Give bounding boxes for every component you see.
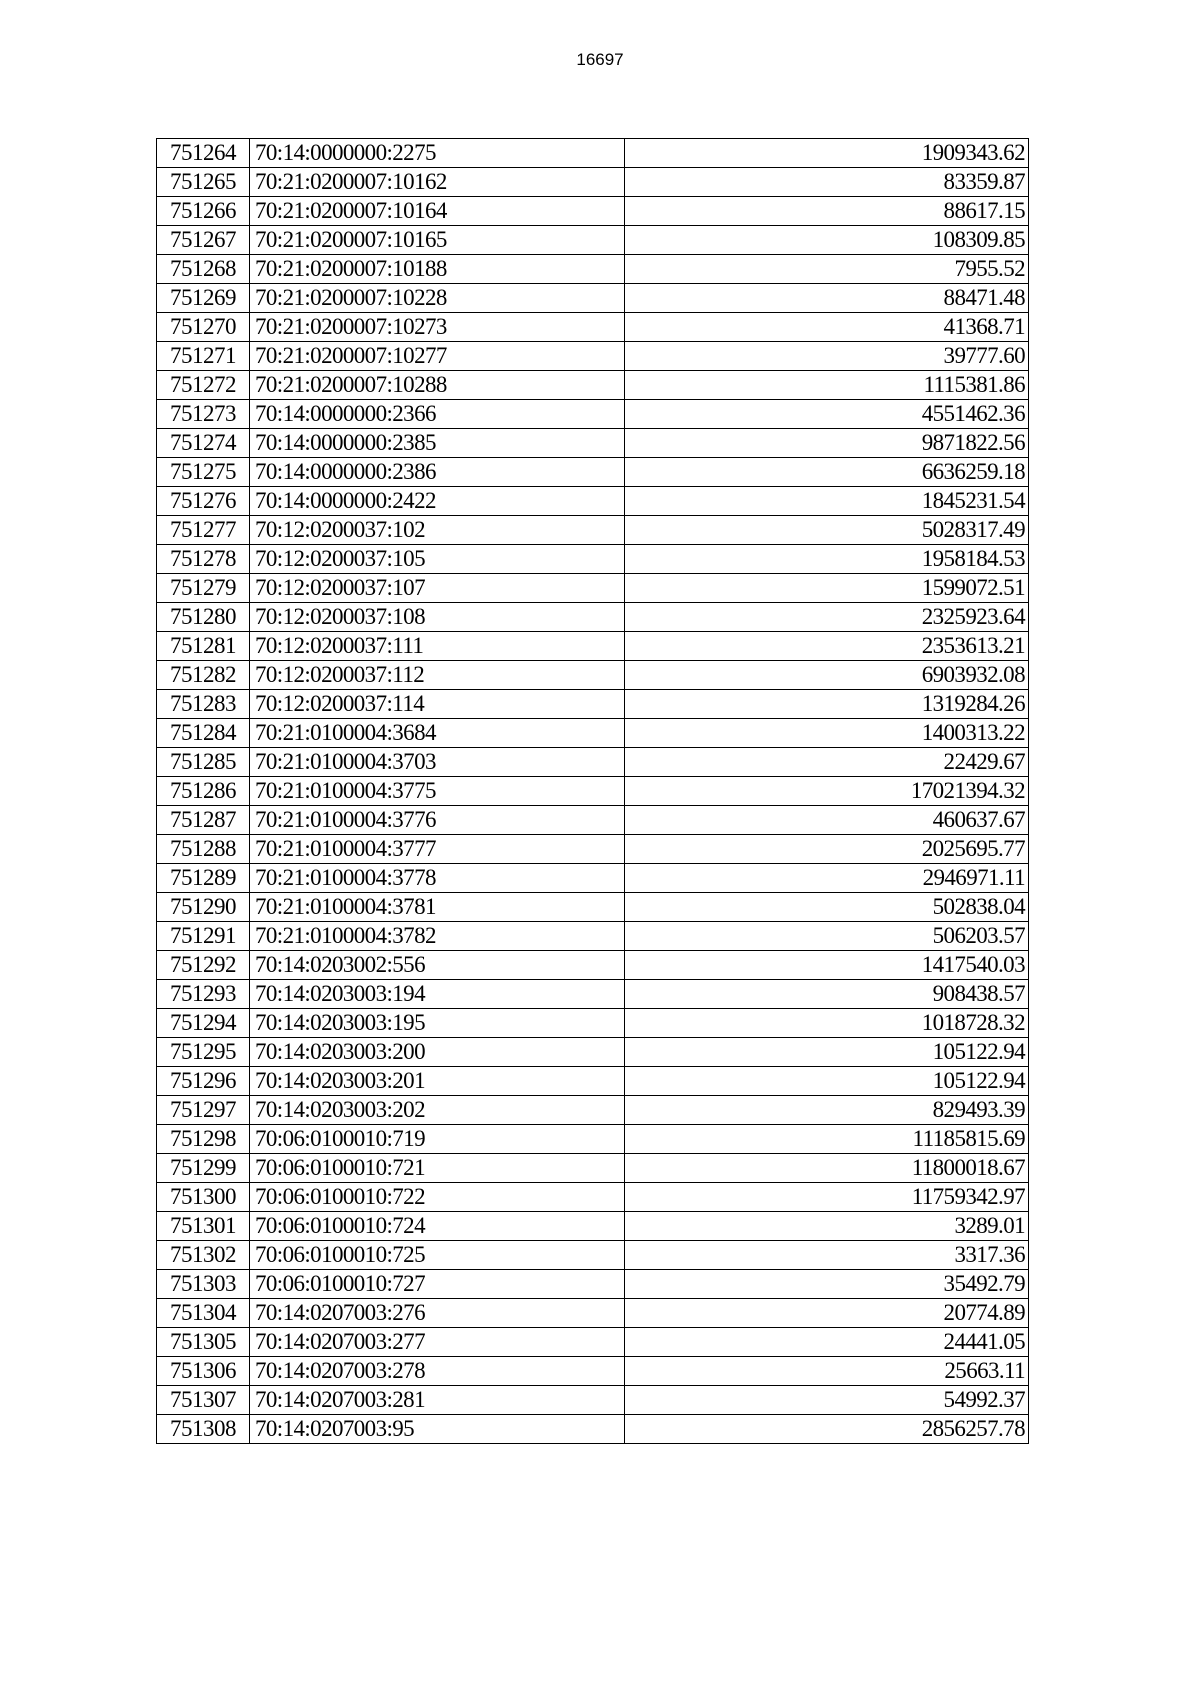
table-row <box>157 980 1029 1009</box>
cadastral-number-cell: 70:14:0207003:276 <box>250 1299 625 1328</box>
table-row <box>157 922 1029 951</box>
cadastral-value-cell: 11800018.67 <box>625 1154 1029 1183</box>
cadastral-number-cell: 70:21:0200007:10273 <box>250 313 625 342</box>
row-number-cell: 751284 <box>157 719 250 748</box>
cadastral-number-cell: 70:06:0100010:721 <box>250 1154 625 1183</box>
row-number-cell: 751301 <box>157 1212 250 1241</box>
table-row <box>157 719 1029 748</box>
table-row <box>157 197 1029 226</box>
table-row <box>157 864 1029 893</box>
table-row <box>157 1241 1029 1270</box>
cadastral-number-cell: 70:12:0200037:108 <box>250 603 625 632</box>
cadastral-value-cell: 6636259.18 <box>625 458 1029 487</box>
table-row <box>157 1328 1029 1357</box>
row-number-cell: 751288 <box>157 835 250 864</box>
table-row <box>157 1212 1029 1241</box>
cadastral-number-cell: 70:21:0100004:3778 <box>250 864 625 893</box>
cadastral-number-cell: 70:14:0207003:277 <box>250 1328 625 1357</box>
cadastral-value-cell: 4551462.36 <box>625 400 1029 429</box>
cadastral-number-cell: 70:12:0200037:112 <box>250 661 625 690</box>
row-number-cell: 751277 <box>157 516 250 545</box>
cadastral-value-cell: 2856257.78 <box>625 1415 1029 1444</box>
cadastral-value-cell: 5028317.49 <box>625 516 1029 545</box>
table-row <box>157 168 1029 197</box>
cadastral-value-cell: 1417540.03 <box>625 951 1029 980</box>
cadastral-number-cell: 70:14:0203003:201 <box>250 1067 625 1096</box>
cadastral-value-cell: 908438.57 <box>625 980 1029 1009</box>
table-row <box>157 545 1029 574</box>
cadastral-value-cell: 105122.94 <box>625 1067 1029 1096</box>
cadastral-number-cell: 70:14:0203002:556 <box>250 951 625 980</box>
row-number-cell: 751272 <box>157 371 250 400</box>
table-row <box>157 458 1029 487</box>
table-row <box>157 371 1029 400</box>
row-number-cell: 751290 <box>157 893 250 922</box>
cadastral-number-cell: 70:12:0200037:107 <box>250 574 625 603</box>
cadastral-number-cell: 70:06:0100010:719 <box>250 1125 625 1154</box>
row-number-cell: 751273 <box>157 400 250 429</box>
cadastral-value-cell: 9871822.56 <box>625 429 1029 458</box>
page-number: 16697 <box>576 50 624 69</box>
cadastral-number-cell: 70:21:0100004:3777 <box>250 835 625 864</box>
cadastral-value-cell: 83359.87 <box>625 168 1029 197</box>
cadastral-number-cell: 70:21:0200007:10188 <box>250 255 625 284</box>
cadastral-value-cell: 54992.37 <box>625 1386 1029 1415</box>
table-row <box>157 139 1029 168</box>
cadastral-number-cell: 70:21:0200007:10288 <box>250 371 625 400</box>
cadastral-value-cell: 1115381.86 <box>625 371 1029 400</box>
table-row <box>157 1125 1029 1154</box>
cadastral-value-cell: 105122.94 <box>625 1038 1029 1067</box>
table-row <box>157 1154 1029 1183</box>
cadastral-value-cell: 88471.48 <box>625 284 1029 313</box>
cadastral-value-cell: 506203.57 <box>625 922 1029 951</box>
table-row <box>157 603 1029 632</box>
cadastral-number-cell: 70:12:0200037:105 <box>250 545 625 574</box>
cadastral-value-cell: 502838.04 <box>625 893 1029 922</box>
cadastral-number-cell: 70:14:0000000:2386 <box>250 458 625 487</box>
row-number-cell: 751274 <box>157 429 250 458</box>
cadastral-value-cell: 41368.71 <box>625 313 1029 342</box>
table-row <box>157 1299 1029 1328</box>
table-row <box>157 574 1029 603</box>
cadastral-value-cell: 24441.05 <box>625 1328 1029 1357</box>
row-number-cell: 751275 <box>157 458 250 487</box>
cadastral-number-cell: 70:21:0100004:3703 <box>250 748 625 777</box>
row-number-cell: 751297 <box>157 1096 250 1125</box>
row-number-cell: 751280 <box>157 603 250 632</box>
cadastral-value-cell: 108309.85 <box>625 226 1029 255</box>
cadastral-value-cell: 22429.67 <box>625 748 1029 777</box>
cadastral-number-cell: 70:12:0200037:114 <box>250 690 625 719</box>
table-row <box>157 487 1029 516</box>
row-number-cell: 751299 <box>157 1154 250 1183</box>
cadastral-number-cell: 70:06:0100010:724 <box>250 1212 625 1241</box>
cadastral-number-cell: 70:14:0000000:2385 <box>250 429 625 458</box>
table-row <box>157 777 1029 806</box>
row-number-cell: 751282 <box>157 661 250 690</box>
cadastral-value-cell: 1018728.32 <box>625 1009 1029 1038</box>
cadastral-value-cell: 1599072.51 <box>625 574 1029 603</box>
row-number-cell: 751304 <box>157 1299 250 1328</box>
table-row <box>157 255 1029 284</box>
cadastral-number-cell: 70:14:0000000:2275 <box>250 139 625 168</box>
cadastral-value-cell: 17021394.32 <box>625 777 1029 806</box>
table-row <box>157 748 1029 777</box>
table-row <box>157 342 1029 371</box>
cadastral-value-cell: 6903932.08 <box>625 661 1029 690</box>
cadastral-value-cell: 7955.52 <box>625 255 1029 284</box>
row-number-cell: 751278 <box>157 545 250 574</box>
table-row <box>157 951 1029 980</box>
table-row <box>157 1067 1029 1096</box>
row-number-cell: 751300 <box>157 1183 250 1212</box>
table-row <box>157 1386 1029 1415</box>
row-number-cell: 751298 <box>157 1125 250 1154</box>
row-number-cell: 751295 <box>157 1038 250 1067</box>
cadastral-value-cell: 3317.36 <box>625 1241 1029 1270</box>
cadastral-value-cell: 20774.89 <box>625 1299 1029 1328</box>
table-row <box>157 226 1029 255</box>
cadastral-number-cell: 70:14:0207003:95 <box>250 1415 625 1444</box>
cadastral-number-cell: 70:14:0203003:200 <box>250 1038 625 1067</box>
row-number-cell: 751286 <box>157 777 250 806</box>
row-number-cell: 751291 <box>157 922 250 951</box>
row-number-cell: 751303 <box>157 1270 250 1299</box>
cadastral-value-cell: 1319284.26 <box>625 690 1029 719</box>
row-number-cell: 751285 <box>157 748 250 777</box>
cadastral-number-cell: 70:12:0200037:102 <box>250 516 625 545</box>
cadastral-value-cell: 1400313.22 <box>625 719 1029 748</box>
row-number-cell: 751266 <box>157 197 250 226</box>
table-row <box>157 835 1029 864</box>
row-number-cell: 751281 <box>157 632 250 661</box>
table-row <box>157 632 1029 661</box>
cadastral-value-cell: 2025695.77 <box>625 835 1029 864</box>
row-number-cell: 751271 <box>157 342 250 371</box>
cadastral-number-cell: 70:21:0100004:3781 <box>250 893 625 922</box>
cadastral-number-cell: 70:21:0200007:10165 <box>250 226 625 255</box>
table-row <box>157 1415 1029 1444</box>
row-number-cell: 751270 <box>157 313 250 342</box>
table-row <box>157 1183 1029 1212</box>
cadastral-number-cell: 70:21:0100004:3684 <box>250 719 625 748</box>
table-row <box>157 893 1029 922</box>
cadastral-number-cell: 70:14:0203003:194 <box>250 980 625 1009</box>
cadastral-number-cell: 70:21:0100004:3775 <box>250 777 625 806</box>
table-row <box>157 313 1029 342</box>
cadastral-number-cell: 70:21:0200007:10228 <box>250 284 625 313</box>
row-number-cell: 751276 <box>157 487 250 516</box>
row-number-cell: 751308 <box>157 1415 250 1444</box>
table-row <box>157 1270 1029 1299</box>
table-row <box>157 516 1029 545</box>
cadastral-number-cell: 70:14:0207003:281 <box>250 1386 625 1415</box>
cadastral-value-cell: 829493.39 <box>625 1096 1029 1125</box>
row-number-cell: 751296 <box>157 1067 250 1096</box>
table-row <box>157 1038 1029 1067</box>
row-number-cell: 751307 <box>157 1386 250 1415</box>
table-row <box>157 1357 1029 1386</box>
cadastral-number-cell: 70:06:0100010:725 <box>250 1241 625 1270</box>
cadastral-value-cell: 2353613.21 <box>625 632 1029 661</box>
cadastral-number-cell: 70:21:0200007:10164 <box>250 197 625 226</box>
row-number-cell: 751279 <box>157 574 250 603</box>
cadastral-number-cell: 70:21:0100004:3776 <box>250 806 625 835</box>
cadastral-value-cell: 1909343.62 <box>625 139 1029 168</box>
cadastral-value-table <box>156 138 1029 1444</box>
cadastral-number-cell: 70:21:0100004:3782 <box>250 922 625 951</box>
row-number-cell: 751302 <box>157 1241 250 1270</box>
table-row <box>157 661 1029 690</box>
row-number-cell: 751293 <box>157 980 250 1009</box>
table-row <box>157 1096 1029 1125</box>
cadastral-value-cell: 1845231.54 <box>625 487 1029 516</box>
row-number-cell: 751306 <box>157 1357 250 1386</box>
row-number-cell: 751289 <box>157 864 250 893</box>
cadastral-value-cell: 35492.79 <box>625 1270 1029 1299</box>
cadastral-value-cell: 11185815.69 <box>625 1125 1029 1154</box>
cadastral-number-cell: 70:14:0207003:278 <box>250 1357 625 1386</box>
cadastral-number-cell: 70:06:0100010:727 <box>250 1270 625 1299</box>
row-number-cell: 751265 <box>157 168 250 197</box>
row-number-cell: 751269 <box>157 284 250 313</box>
cadastral-number-cell: 70:21:0200007:10162 <box>250 168 625 197</box>
row-number-cell: 751267 <box>157 226 250 255</box>
row-number-cell: 751305 <box>157 1328 250 1357</box>
cadastral-value-cell: 2325923.64 <box>625 603 1029 632</box>
table-row <box>157 400 1029 429</box>
cadastral-number-cell: 70:14:0000000:2366 <box>250 400 625 429</box>
cadastral-number-cell: 70:14:0203003:202 <box>250 1096 625 1125</box>
table-row <box>157 690 1029 719</box>
table-row <box>157 284 1029 313</box>
row-number-cell: 751268 <box>157 255 250 284</box>
cadastral-number-cell: 70:14:0000000:2422 <box>250 487 625 516</box>
cadastral-number-cell: 70:14:0203003:195 <box>250 1009 625 1038</box>
cadastral-number-cell: 70:06:0100010:722 <box>250 1183 625 1212</box>
row-number-cell: 751264 <box>157 139 250 168</box>
cadastral-value-cell: 88617.15 <box>625 197 1029 226</box>
cadastral-value-cell: 11759342.97 <box>625 1183 1029 1212</box>
cadastral-value-cell: 460637.67 <box>625 806 1029 835</box>
cadastral-value-cell: 25663.11 <box>625 1357 1029 1386</box>
table-row <box>157 806 1029 835</box>
cadastral-value-cell: 3289.01 <box>625 1212 1029 1241</box>
row-number-cell: 751283 <box>157 690 250 719</box>
row-number-cell: 751292 <box>157 951 250 980</box>
cadastral-value-cell: 1958184.53 <box>625 545 1029 574</box>
table-body <box>157 139 1029 1444</box>
row-number-cell: 751287 <box>157 806 250 835</box>
cadastral-number-cell: 70:12:0200037:111 <box>250 632 625 661</box>
cadastral-value-cell: 39777.60 <box>625 342 1029 371</box>
cadastral-value-cell: 2946971.11 <box>625 864 1029 893</box>
table-row <box>157 1009 1029 1038</box>
table-row <box>157 429 1029 458</box>
row-number-cell: 751294 <box>157 1009 250 1038</box>
cadastral-number-cell: 70:21:0200007:10277 <box>250 342 625 371</box>
